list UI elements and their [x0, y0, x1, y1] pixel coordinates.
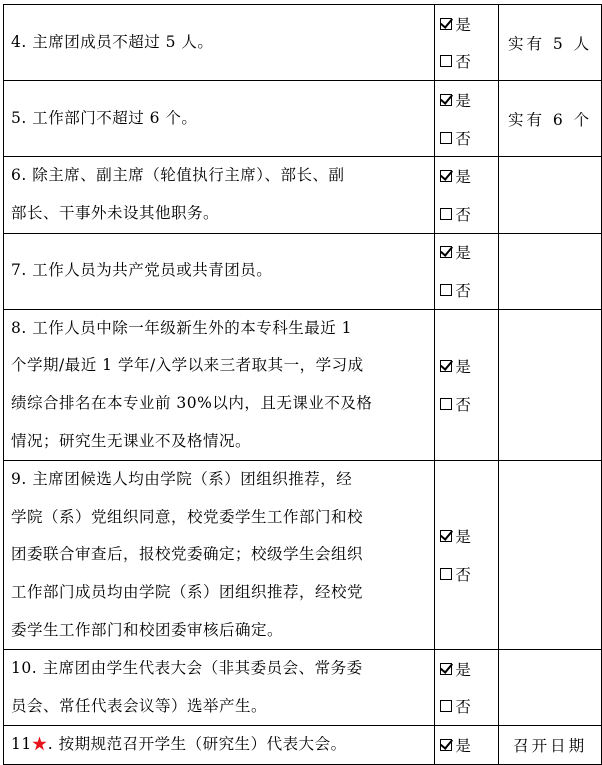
note-cell	[499, 726, 602, 765]
no-label: 否	[455, 565, 471, 584]
no-label: 否	[455, 129, 471, 148]
item-text-line: 5. 工作部门不超过 6 个。	[11, 108, 198, 127]
checkbox-checked-icon[interactable]	[440, 663, 452, 675]
note-cell	[499, 233, 602, 309]
yes-option[interactable]	[440, 347, 498, 385]
note-cell	[499, 157, 602, 233]
yes-label: 是	[455, 91, 471, 110]
note-cell	[499, 81, 602, 157]
option-cell	[435, 233, 499, 309]
item-text-line: 部长、干事外未设其他职务。	[11, 203, 220, 222]
checkbox-checked-icon[interactable]	[440, 94, 452, 106]
item-text-line: 员会、常任代表会议等）选举产生。	[11, 696, 268, 715]
no-label: 否	[455, 205, 471, 224]
item-cell	[4, 726, 435, 765]
option-cell	[435, 309, 499, 460]
option-cell	[435, 81, 499, 157]
yes-option[interactable]	[440, 650, 498, 688]
note-text: 实有 5 人	[507, 34, 593, 53]
checkbox-empty-icon[interactable]	[440, 700, 452, 712]
option-cell	[435, 157, 499, 233]
no-label: 否	[455, 53, 471, 72]
item-text-line: 7. 工作人员为共产党员或共青团员。	[11, 261, 273, 280]
item-text-line: 团委联合审查后，报校党委确定；校级学生会组织	[11, 545, 364, 564]
no-option[interactable]	[440, 43, 498, 81]
yes-option[interactable]	[440, 81, 498, 119]
checkbox-checked-icon[interactable]	[440, 739, 452, 751]
item-text-line: 个学期/最近 1 学年/入学以来三者取其一，学习成	[11, 356, 364, 375]
checkbox-empty-icon[interactable]	[440, 284, 452, 296]
item-text-rest: . 按期规范召开学生（研究生）代表大会。	[47, 735, 347, 754]
yes-option[interactable]	[440, 157, 498, 195]
table-row	[4, 726, 602, 765]
star-icon: ★	[31, 735, 48, 754]
yes-label: 是	[455, 168, 471, 187]
note-cell	[499, 309, 602, 460]
no-label: 否	[455, 698, 471, 717]
yes-option[interactable]	[440, 234, 498, 272]
checkbox-empty-icon[interactable]	[440, 568, 452, 580]
item-text-line: 10. 主席团由学生代表大会（非其委员会、常务委	[11, 659, 363, 678]
item-text-line: 工作部门成员均由学院（系）团组织推荐，经校党	[11, 582, 364, 601]
checkbox-empty-icon[interactable]	[440, 55, 452, 67]
item-number: 11	[11, 735, 32, 754]
option-cell	[435, 461, 499, 650]
note-cell	[499, 650, 602, 726]
item-cell	[4, 650, 435, 726]
yes-label: 是	[455, 737, 471, 756]
checkbox-checked-icon[interactable]	[440, 530, 452, 542]
item-cell	[4, 5, 435, 81]
yes-label: 是	[455, 244, 471, 263]
no-option[interactable]	[440, 688, 498, 726]
checkbox-empty-icon[interactable]	[440, 208, 452, 220]
table-row	[4, 309, 602, 460]
item-cell	[4, 233, 435, 309]
checkbox-checked-icon[interactable]	[440, 246, 452, 258]
item-text-line: 学院（系）党组织同意，校党委学生工作部门和校	[11, 507, 364, 526]
no-label: 否	[455, 281, 471, 300]
item-cell	[4, 81, 435, 157]
table-row	[4, 650, 602, 726]
table-row	[4, 81, 602, 157]
note-text: 召开日期	[513, 737, 588, 756]
checklist-body	[4, 5, 602, 765]
item-cell	[4, 461, 435, 650]
item-text-line: 9. 主席团候选人均由学院（系）团组织推荐，经	[11, 470, 353, 489]
no-option[interactable]	[440, 119, 498, 157]
checkbox-checked-icon[interactable]	[440, 18, 452, 30]
table-row	[4, 233, 602, 309]
checkbox-checked-icon[interactable]	[440, 170, 452, 182]
note-text: 实有 6 个	[507, 110, 593, 129]
checklist-table	[3, 4, 602, 765]
item-text	[11, 726, 431, 764]
yes-option[interactable]	[440, 726, 498, 764]
yes-label: 是	[455, 528, 471, 547]
yes-label: 是	[455, 15, 471, 34]
item-text-line: 情况；研究生无课业不及格情况。	[11, 431, 252, 450]
item-text-line: 绩综合排名在本专业前 30%以内，且无课业不及格	[11, 393, 373, 412]
option-cell	[435, 650, 499, 726]
note-cell	[499, 5, 602, 81]
item-text-line: 委学生工作部门和校团委审核后确定。	[11, 620, 284, 639]
no-option[interactable]	[440, 271, 498, 309]
yes-option[interactable]	[440, 518, 498, 556]
item-text-line: 6. 除主席、副主席（轮值执行主席）、部长、副	[11, 166, 345, 185]
yes-option[interactable]	[440, 5, 498, 43]
checkbox-checked-icon[interactable]	[440, 360, 452, 372]
option-cell	[435, 5, 499, 81]
item-cell	[4, 157, 435, 233]
checkbox-empty-icon[interactable]	[440, 398, 452, 410]
note-cell	[499, 461, 602, 650]
no-label: 否	[455, 395, 471, 414]
item-text-line: 8. 工作人员中除一年级新生外的本专科生最近 1	[11, 318, 353, 337]
yes-label: 是	[455, 660, 471, 679]
yes-label: 是	[455, 358, 471, 377]
checkbox-empty-icon[interactable]	[440, 132, 452, 144]
table-row	[4, 5, 602, 81]
option-cell	[435, 726, 499, 765]
item-text-line: 4. 主席团成员不超过 5 人。	[11, 32, 214, 51]
no-option[interactable]	[440, 195, 498, 233]
no-option[interactable]	[440, 385, 498, 423]
item-cell	[4, 309, 435, 460]
table-row	[4, 157, 602, 233]
table-row	[4, 461, 602, 650]
no-option[interactable]	[440, 555, 498, 593]
